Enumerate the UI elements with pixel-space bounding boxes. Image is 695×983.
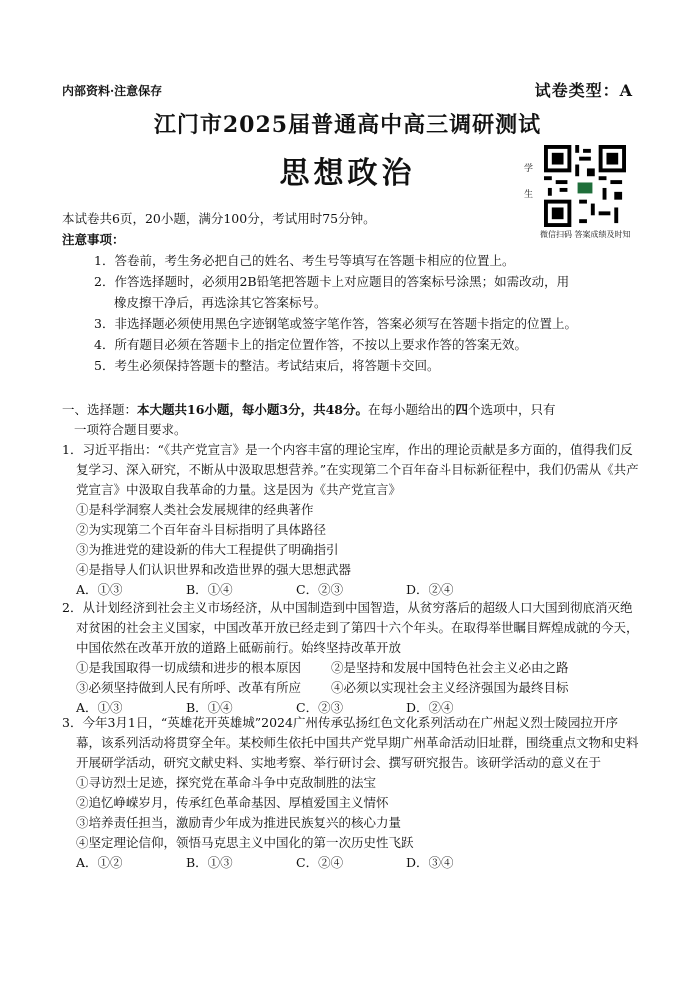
section-bold: 本大题共16小题，每小题3分，共48分。: [137, 402, 369, 417]
choice-a[interactable]: A．①③: [76, 582, 123, 597]
choice-a[interactable]: A．①②: [76, 855, 123, 870]
choice-d[interactable]: D．②④: [406, 582, 454, 597]
qr-side-char: 生: [524, 190, 534, 200]
statement-option-row: [62, 658, 642, 678]
choice-b[interactable]: B．①④: [186, 582, 233, 597]
choice-c[interactable]: C．②④: [296, 855, 344, 870]
statement-option: ④是指导人们认识世界和改造世界的强大思想武器: [76, 562, 352, 577]
statement-option: ②追忆峥嵘岁月，传承红色革命基因、厚植爱国主义情怀: [76, 795, 389, 810]
exam-title: 江门市2025届普通高中高三调研测试: [153, 112, 542, 138]
qr-side-char: 学: [524, 164, 534, 174]
statement-option: ④坚定理论信仰，领悟马克思主义中国化的第一次历史性飞跃: [76, 835, 414, 850]
question-stem: 3．今年3月1日，“英雄花开英雄城”2024广州传承弘扬红色文化系列活动在广州起义烈士陵园拉开序幕，该系列活动将贯穿全年。某校师生依托中国共产党早期广州革命活动旧址群，围绕重点文物和史料开展研学活动，研究文献史料、实地考察、举行研讨会、撰写研究报告。该研学活动的意义在于: [62, 715, 639, 770]
question-3: [62, 713, 642, 873]
header-line: [62, 80, 633, 100]
exam-info: 本试卷共6页，20小题，满分100分，考试用时75分钟。: [62, 211, 376, 226]
note-item: 1．答卷前，考生务必把自己的姓名、考生号等填写在答题卡相应的位置上。: [94, 253, 515, 268]
subject-title: 思想政治: [279, 156, 416, 191]
note-continuation: 橡皮擦干净后，再选涂其它答案标号。: [114, 295, 327, 310]
question-stem: 1．习近平指出：“《共产党宣言》是一个内容丰富的理论宝库，作出的理论贡献是多方面的，值得我们反复学习、深入研究，不断从中汲取思想营养。”在实现第二个百年奋斗目标新征程中，我们仍需从《共产党宣言》中汲取自我革命的力量。这是因为《共产党宣言》: [62, 442, 639, 497]
choice-b[interactable]: B．①④: [186, 700, 233, 715]
question-1: [62, 440, 642, 600]
choice-a[interactable]: A．①③: [76, 700, 123, 715]
section-line-2: 一项符合题目要求。: [74, 422, 187, 437]
statement-option: ①是科学洞察人类社会发展规律的经典著作: [76, 502, 314, 517]
statement-option-row: [62, 678, 642, 698]
section-line: [62, 400, 642, 420]
question-stem: 2．从计划经济到社会主义市场经济，从中国制造到中国智造，从贫穷落后的超级人口大国到彻底消灭绝对贫困的社会主义国家，中国改革开放已经走到了第四十六个年头。在取得举世瞩目辉煌成就的今天，中国依然在改革开放的道路上砥砺前行。始终坚持改革开放: [62, 600, 639, 655]
section-rest2: 个选项中，只有: [468, 402, 556, 417]
notes-list: [94, 250, 639, 376]
qr-block: [524, 145, 674, 240]
choice-c[interactable]: C．②③: [296, 700, 344, 715]
choice-c[interactable]: C．②③: [296, 582, 344, 597]
answer-choices: [62, 853, 642, 873]
section-rest: 在每小题给出的: [368, 402, 456, 417]
statement-option: ①寻访烈士足迹，探究党在革命斗争中克敌制胜的法宝: [76, 775, 377, 790]
note-item: 2．作答选择题时，必须用2B铅笔把答题卡上对应题目的答案标号涂黑；如需改动，用: [94, 274, 570, 289]
qr-side-label: [524, 163, 536, 215]
note-item: 5．考生必须保持答题卡的整洁。考试结束后，将答题卡交回。: [94, 358, 440, 373]
statement-option: ②是坚持和发展中国特色社会主义必由之路: [331, 660, 569, 675]
paper-type-label: 试卷类型：A: [534, 81, 633, 100]
statement-option: ③必须坚持做到人民有所呼、改革有所应: [76, 680, 302, 695]
qr-code-icon[interactable]: [544, 145, 626, 227]
choice-d[interactable]: D．③④: [406, 855, 454, 870]
notes-title: 注意事项：: [62, 232, 125, 247]
qr-caption: 微信扫码 答案成绩及时知: [540, 230, 631, 239]
statement-option: ③为推进党的建设新的伟大工程提供了明确指引: [76, 542, 339, 557]
section-heading: [62, 400, 642, 440]
statement-option: ②为实现第二个百年奋斗目标指明了具体路径: [76, 522, 327, 537]
question-2: [62, 598, 642, 718]
statement-option: ①是我国取得一切成绩和进步的根本原因: [76, 660, 302, 675]
section-lead: 一、选择题：: [62, 402, 138, 417]
choice-d[interactable]: D．②④: [406, 700, 454, 715]
section-four: 四: [455, 402, 469, 417]
note-item-continued: [94, 292, 639, 313]
note-item: 4．所有题目必须在答题卡上的指定位置作答，不按以上要求作答的答案无效。: [94, 337, 527, 352]
note-item: 3．非选择题必须使用黑色字迹钢笔或签字笔作答，答案必须写在答题卡指定的位置上。: [94, 316, 577, 331]
statement-option: ④必须以实现社会主义经济强国为最终目标: [331, 680, 569, 695]
choice-b[interactable]: B．①③: [186, 855, 233, 870]
confidential-label: 内部资料·注意保存: [62, 84, 163, 98]
answer-choices: [62, 580, 642, 600]
statement-option: ③培养责任担当，激励青少年成为推进民族复兴的核心力量: [76, 815, 402, 830]
